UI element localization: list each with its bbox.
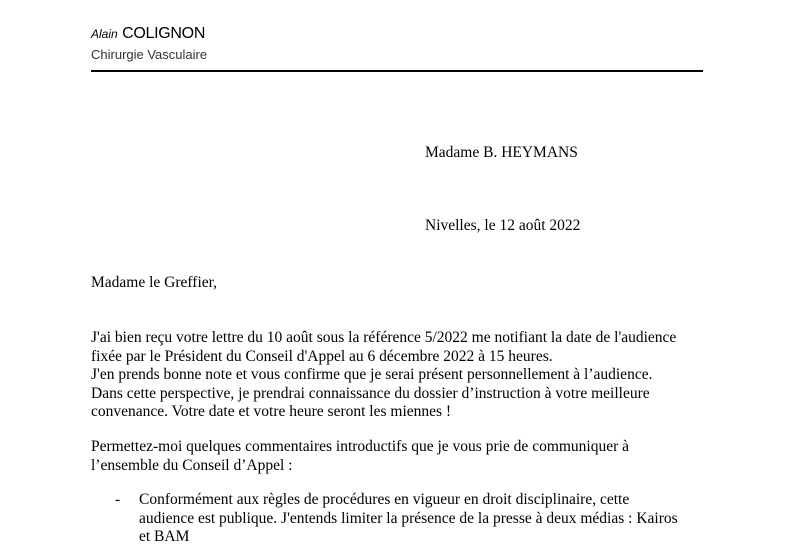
letterhead [91,24,703,72]
bullet-marker: - [115,491,121,508]
text-line: et BAM [139,528,190,545]
paragraph-introduction [91,438,629,475]
text-line: Conformément aux règles de procédures en vigueur en droit disciplinaire, cette [139,491,630,508]
text-line: l’ensemble du Conseil d’Appel : [91,456,293,474]
text-line: audience est publique. J'entends limiter la présence de la presse à deux médias : Kairos [139,509,678,527]
bullet-text [139,491,678,547]
salutation: Madame le Greffier, [91,274,218,291]
text-line: Permettez-moi quelques commentaires introductifs que je vous prie de communiquer à [91,438,630,455]
text-line: Dans cette perspective, je prendrai connaissance du dossier d’instruction à votre meilleure [91,384,650,402]
text-line: J'en prends bonne note et vous confirme que je serai présent personnellement à l’audience. [91,366,653,383]
letterhead-last-name: COLIGNON [122,25,206,42]
letterhead-first-name: Alain [91,27,118,41]
paragraph-acknowledgement [91,329,676,422]
recipient-name: Madame B. HEYMANS [425,144,578,161]
place-and-date: Nivelles, le 12 août 2022 [425,217,581,234]
letterhead-name [91,24,205,44]
letterhead-specialty: Chirurgie Vasculaire [91,47,208,62]
text-line: fixée par le Président du Conseil d'Appel au 6 décembre 2022 à 15 heures. [91,347,553,365]
text-line: J'ai bien reçu votre lettre du 10 août sous la référence 5/2022 me notifiant la date de l'audience [91,329,677,346]
text-line: convenance. Votre date et votre heure seront les miennes ! [91,403,452,420]
